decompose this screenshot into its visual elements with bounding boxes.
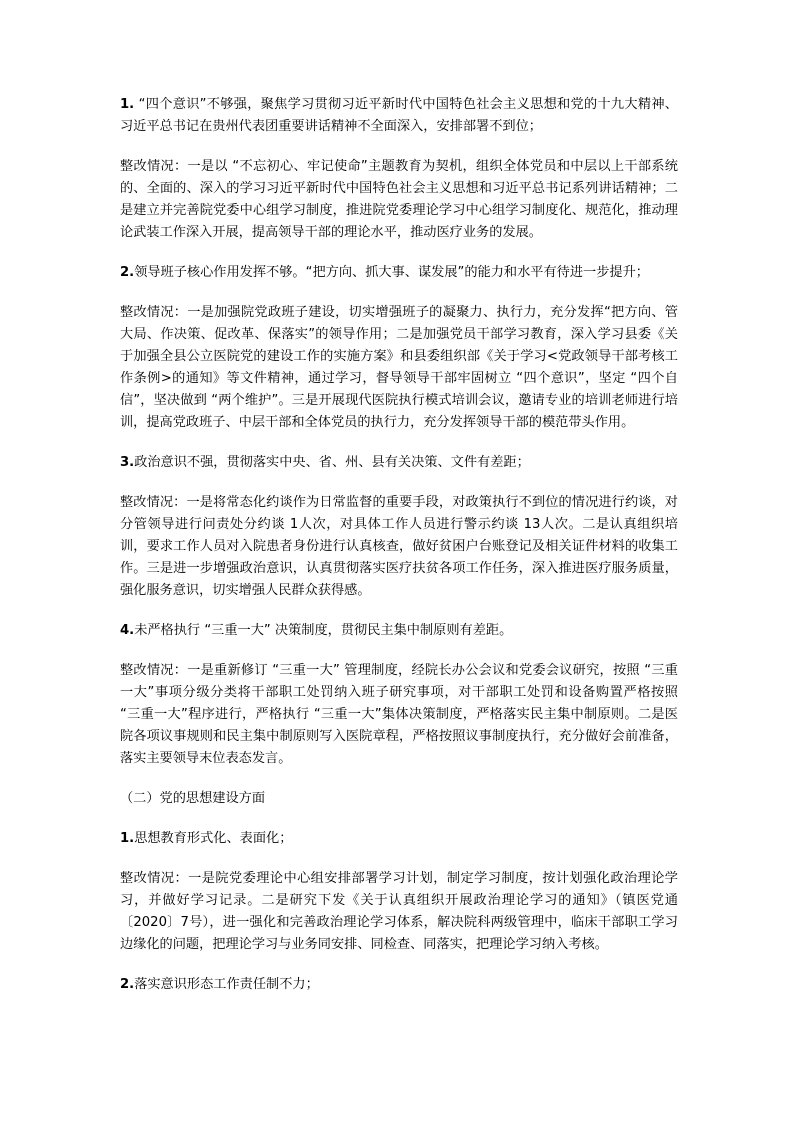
- item-number: 3.: [120, 455, 135, 470]
- item-number: 2.: [120, 977, 135, 992]
- item-number: 1.: [120, 831, 135, 846]
- item-number: 4.: [120, 623, 135, 638]
- document-page: [120, 94, 678, 1014]
- paragraph-text: “四个意识”不够强，聚焦学习贯彻习近平新时代中国特色社会主义思想和党的十九大精神、习近平总书记在贵州代表团重要讲话精神不全面深入，安排部署不到位；: [120, 97, 678, 134]
- paragraph-item-1-issue: [120, 94, 678, 138]
- paragraph-text: 整改情况：一是加强院党政班子建设，切实增强班子的凝聚力、执行力，充分发挥“把方向、管大局、作决策、促改革、保落实”的领导作用；二是加强党员干部学习教育，深入学习县委《关于加强全县公立医院党的建设工作的实施方案》和县委组织部《关于学习<党政领导干部考核工作条例>的通知》等文件精神，通过学习，督导领导干部牢固树立 “四个意识”，坚定 “四个自信”，坚决做到 “两个维护”。三是开展现代医院执行模式培训会议，邀请专业的培训老师进行培训，提高党政班子、中层干部和全体党员的执行力，充分发挥领导干部的模范带头作用。: [120, 305, 678, 430]
- paragraph-text: 整改情况：一是院党委理论中心组安排部署学习计划，制定学习制度，按计划强化政治理论学习，并做好学习记录。二是研究下发《关于认真组织开展政治理论学习的通知》（镇医党通〔2020〕7号），进一强化和完善政治理论学习体系，解决院科两级管理中，临床干部职工学习边缘化的问题，把理论学习与业务同安排、同检查、同落实，把理论学习纳入考核。: [120, 871, 678, 952]
- paragraph-text: 落实意识形态工作责任制不力；: [134, 977, 319, 992]
- item-number: 2.: [120, 265, 135, 280]
- paragraph-text: 整改情况：一是以 “不忘初心、牢记使命”主题教育为契机，组织全体党员和中层以上干部系统的、全面的、深入的学习习近平新时代中国特色社会主义思想和习近平总书记系列讲话精神；二是建立并完善院党委中心组学习制度，推进院党委理论学习中心组学习制度化、规范化，推动理论武装工作深入开展，提高领导干部的理论水平，推动医疗业务的发展。: [120, 159, 678, 240]
- paragraph-text: 整改情况：一是将常态化约谈作为日常监督的重要手段，对政策执行不到位的情况进行约谈，对分管领导进行问责处分约谈 1人次，对具体工作人员进行警示约谈 13人次。二是认真组织培训，要求工作人员对入院患者身份进行认真核查，做好贫困户台账登记及相关证件材料的收集工作。三是进一步增强政治意识，认真贯彻落实医疗扶贫各项工作任务，深入推进医疗服务质量，强化服务意识，切实增强人民群众获得感。: [120, 495, 678, 598]
- paragraph-rectification-1: [120, 156, 678, 244]
- paragraph-rectification-2: [120, 302, 678, 434]
- paragraph-text: 未严格执行 “三重一大” 决策制度，贯彻民主集中制原则有差距。: [134, 623, 513, 638]
- paragraph-rectification-section-2-1: [120, 868, 678, 956]
- paragraph-text: 整改情况：一是重新修订 “三重一大” 管理制度，经院长办公会议和党委会议研究，按照 “三重一大”事项分级分类将干部职工处罚纳入班子研究事项，对干部职工处罚和设备购置严格按照 “三重一大”程序进行，严格执行 “三重一大”集体决策制度，严格落实民主集中制原则。二是医院各项议事规则和民主集中制原则写入医院章程，严格按照议事制度执行，充分做好会前准备，落实主要领导末位表态发言。: [120, 663, 678, 766]
- section-heading-text: （二）党的思想建设方面: [120, 791, 266, 806]
- section-heading: [120, 788, 678, 810]
- paragraph-item-1-issue-section-2: [120, 828, 678, 850]
- paragraph-item-4-issue: [120, 620, 678, 642]
- paragraph-text: 思想教育形式化、表面化；: [134, 831, 293, 846]
- paragraph-item-3-issue: [120, 452, 678, 474]
- paragraph-text: 政治意识不强，贯彻落实中央、省、州、县有关决策、文件有差距；: [134, 455, 530, 470]
- paragraph-rectification-4: [120, 660, 678, 770]
- item-number: 1.: [120, 97, 135, 112]
- paragraph-item-2-issue-section-2: [120, 974, 678, 996]
- paragraph-item-2-issue: [120, 262, 678, 284]
- paragraph-text: 领导班子核心作用发挥不够。“把方向、抓大事、谋发展”的能力和水平有待进一步提升；: [134, 265, 649, 280]
- paragraph-rectification-3: [120, 492, 678, 602]
